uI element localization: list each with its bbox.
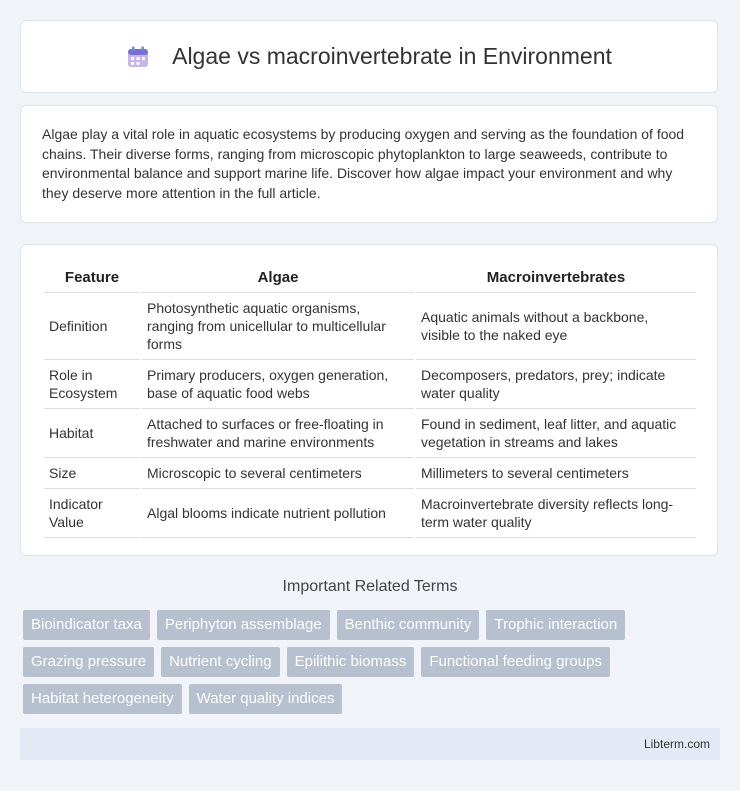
footer-link[interactable]: Libterm.com <box>643 737 710 751</box>
term-chip[interactable]: Epilithic biomass <box>287 647 415 677</box>
table-row <box>44 409 696 458</box>
related-terms-list <box>23 610 703 714</box>
page-title-text: Algae vs macroinvertebrate in Environment <box>172 43 612 69</box>
table-cell: Attached to surfaces or free-floating in freshwater and marine environments <box>142 409 414 458</box>
table-cell: Photosynthetic aquatic organisms, ranging from unicellular to multicellular forms <box>142 293 414 360</box>
term-chip[interactable]: Trophic interaction <box>486 610 625 640</box>
header-macroinvertebrates: Macroinvertebrates <box>416 265 696 293</box>
header-algae: Algae <box>142 265 414 293</box>
table-row <box>44 489 696 538</box>
term-chip[interactable]: Water quality indices <box>189 684 343 714</box>
term-chip[interactable]: Habitat heterogeneity <box>23 684 182 714</box>
table-header-row <box>44 265 696 293</box>
table-cell: Indicator Value <box>44 489 140 538</box>
table-cell: Macroinvertebrate diversity reflects long-term water quality <box>416 489 696 538</box>
term-chip[interactable]: Functional feeding groups <box>421 647 610 677</box>
term-chip[interactable]: Periphyton assemblage <box>157 610 330 640</box>
table-cell: Primary producers, oxygen generation, base of aquatic food webs <box>142 360 414 409</box>
table-cell: Found in sediment, leaf litter, and aquatic vegetation in streams and lakes <box>416 409 696 458</box>
related-terms-title: Important Related Terms <box>282 578 458 595</box>
table-cell: Microscopic to several centimeters <box>142 458 414 489</box>
table-cell: Aquatic animals without a backbone, visible to the naked eye <box>416 293 696 360</box>
footer <box>20 728 720 760</box>
table-cell: Decomposers, predators, prey; indicate water quality <box>416 360 696 409</box>
table-cell: Millimeters to several centimeters <box>416 458 696 489</box>
page-title <box>126 43 612 70</box>
table-cell: Definition <box>44 293 140 360</box>
term-chip[interactable]: Grazing pressure <box>23 647 154 677</box>
table-row <box>44 360 696 409</box>
table-cell: Role in Ecosystem <box>44 360 140 409</box>
intro-text: Algae play a vital role in aquatic ecosystems by producing oxygen and serving as the foundation of food chains. Their diverse forms, ranging from microscopic phytoplankton to large seaweeds, contribute to environmental balance and support marine life. Discover how algae impact your environment and why they deserve more attention in the full article. <box>42 126 685 201</box>
table-cell: Algal blooms indicate nutrient pollution <box>142 489 414 538</box>
term-chip[interactable]: Nutrient cycling <box>161 647 280 677</box>
table-cell: Habitat <box>44 409 140 458</box>
calendar-icon <box>126 45 150 69</box>
intro-card <box>20 105 718 223</box>
header-feature: Feature <box>44 265 140 293</box>
term-chip[interactable]: Bioindicator taxa <box>23 610 150 640</box>
comparison-table <box>42 265 698 538</box>
table-row <box>44 458 696 489</box>
term-chip[interactable]: Benthic community <box>337 610 480 640</box>
comparison-table-card <box>20 244 718 556</box>
table-row <box>44 293 696 360</box>
table-cell: Size <box>44 458 140 489</box>
title-card <box>20 20 718 93</box>
